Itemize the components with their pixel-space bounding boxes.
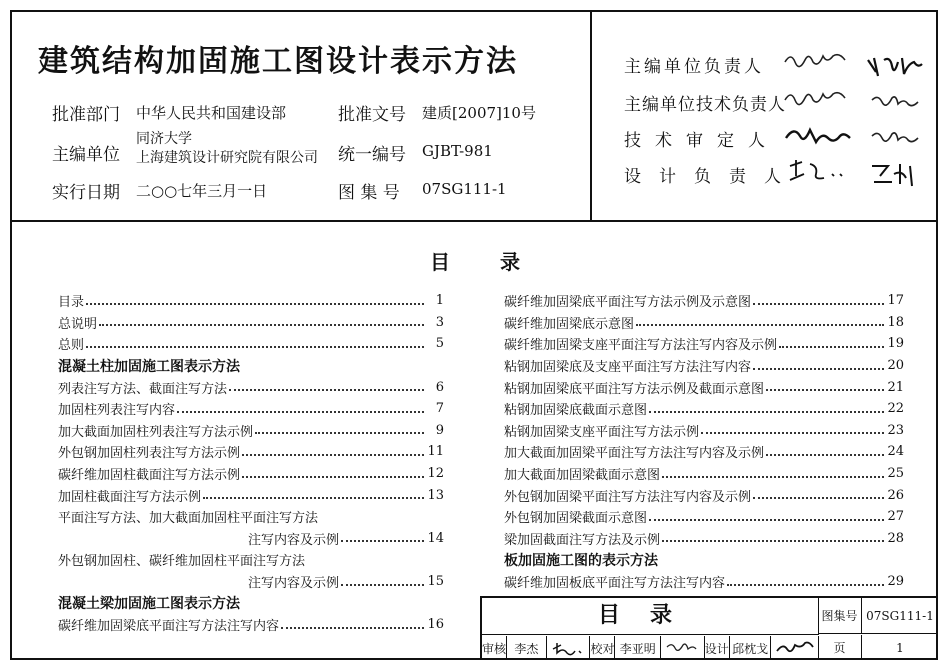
toc-entry-text: 板加固施工图的表示方法 — [504, 552, 658, 569]
toc-page-number: 3 — [435, 314, 444, 330]
toc-dot-leader — [203, 497, 424, 499]
toc-entry — [504, 571, 904, 593]
toc-entry-text: 外包钢加固梁平面注写方法注写内容及示例 — [504, 489, 752, 505]
toc-entry-text: 注写内容及示例 — [248, 532, 340, 548]
toc-section-heading — [58, 355, 444, 377]
toc-entry — [504, 355, 904, 377]
toc-page-number: 5 — [435, 336, 444, 352]
toc-dot-leader — [766, 389, 884, 391]
signature-image — [868, 126, 924, 150]
toc-page-number: 12 — [427, 466, 444, 482]
signature-image — [868, 160, 928, 188]
toc-page-number: 29 — [887, 574, 904, 590]
toc-entry — [504, 290, 904, 312]
atlas-title: 建筑结构加固施工图设计表示方法 — [38, 44, 518, 79]
toc-dot-leader — [701, 432, 884, 434]
toc-dot-leader — [779, 346, 884, 348]
toc-entry — [504, 528, 904, 550]
responsibility-label: 主编单位技术负责人 — [624, 95, 786, 115]
toc-entry — [504, 333, 904, 355]
toc-entry — [58, 290, 444, 312]
toc-entry-text: 粘钢加固梁底截面示意图 — [504, 403, 648, 419]
toc-dot-leader — [99, 324, 424, 326]
toc-entry — [58, 376, 444, 398]
toc-entry-text: 混凝土梁加固施工图表示方法 — [58, 596, 240, 613]
chief-unit-label: 主编单位 — [52, 145, 120, 165]
toc-entry — [504, 463, 904, 485]
toc-entry-text: 平面注写方法、加大截面加固柱平面注写方法 — [58, 511, 319, 527]
toc-dot-leader — [86, 303, 424, 305]
toc-entry — [504, 484, 904, 506]
signature-image — [868, 90, 924, 114]
toc-page-number: 18 — [887, 314, 904, 330]
toc-entry-text: 加固柱截面注写方法示例 — [58, 489, 202, 505]
review-signature — [547, 636, 591, 660]
approval-dept-label: 批准部门 — [52, 105, 120, 125]
toc-entry-text: 粘钢加固梁底及支座平面注写方法注写内容 — [504, 360, 752, 376]
toc-page-number: 24 — [887, 444, 904, 460]
toc-dot-leader — [341, 540, 424, 542]
responsibility-label: 设计负责人 — [624, 167, 799, 187]
toc-entry-text: 粘钢加固梁支座平面注写方法示例 — [504, 424, 700, 440]
toc-page-number: 6 — [435, 379, 444, 395]
toc-entry-text: 总说明 — [58, 316, 98, 332]
approval-doc-label: 批准文号 — [338, 105, 406, 125]
title-block-title: 目录 — [482, 598, 819, 635]
toc-dot-leader — [281, 627, 424, 629]
toc-section-heading — [504, 549, 904, 571]
chief-unit-line1: 同济大学 — [136, 131, 192, 147]
approval-dept-value: 中华人民共和国建设部 — [136, 104, 287, 122]
atlas-number-label: 图 集 号 — [338, 183, 400, 203]
toc-entry — [504, 376, 904, 398]
toc-dot-leader — [86, 346, 424, 348]
toc-dot-leader — [229, 389, 424, 391]
header-divider-horizontal — [12, 220, 936, 222]
toc-entry-text: 碳纤维加固梁底平面注写方法示例及示意图 — [504, 295, 752, 311]
toc-entry — [58, 463, 444, 485]
toc-entry — [58, 420, 444, 442]
toc-dot-leader — [753, 368, 884, 370]
toc-entry — [58, 614, 444, 636]
toc-page-number: 9 — [435, 422, 444, 438]
responsibility-label: 主编单位负责人 — [624, 57, 764, 77]
drawing-frame — [10, 10, 938, 660]
toc-page-number: 20 — [887, 358, 904, 374]
chief-unit-value — [136, 130, 318, 168]
page-value: 1 — [896, 640, 904, 655]
toc-entry-text: 梁加固截面注写方法及示例 — [504, 532, 661, 548]
toc-dot-leader — [753, 303, 884, 305]
toc-entry-text: 目录 — [58, 295, 85, 311]
toc-dot-leader — [662, 476, 884, 478]
toc-dot-leader — [341, 584, 424, 586]
toc-entry-text: 粘钢加固梁底平面注写方法示例及截面示意图 — [504, 381, 765, 397]
toc-entry-text: 碳纤维加固柱截面注写方法示例 — [58, 468, 241, 484]
toc-page-number: 22 — [887, 401, 904, 417]
toc-entry — [58, 398, 444, 420]
toc-entry — [504, 398, 904, 420]
toc-dot-leader — [636, 324, 884, 326]
toc-entry — [504, 506, 904, 528]
check-signature — [661, 636, 705, 660]
toc-page-number: 16 — [427, 617, 444, 633]
toc-dot-leader — [662, 540, 884, 542]
review-label: 审核 — [482, 636, 507, 660]
effective-date-label: 实行日期 — [52, 183, 120, 203]
toc-entry-text: 外包钢加固梁截面示意图 — [504, 511, 648, 527]
toc-page-number: 15 — [427, 574, 444, 590]
signature-image — [782, 48, 852, 72]
approval-doc-value: 建质[2007]10号 — [422, 104, 536, 122]
responsibility-row — [624, 126, 779, 151]
toc-entry-text: 碳纤维加固梁底平面注写方法注写内容 — [58, 619, 280, 635]
toc-section-heading — [58, 592, 444, 614]
toc-entry-text: 碳纤维加固梁底示意图 — [504, 316, 635, 332]
toc-title: 目录 — [430, 250, 570, 274]
toc-page-number: 7 — [435, 401, 444, 417]
review-name: 李杰 — [507, 636, 547, 660]
toc-entry-text: 加大截面加固柱列表注写方法示例 — [58, 424, 254, 440]
signature-image — [782, 86, 852, 110]
toc-dot-leader — [766, 454, 884, 456]
toc-entry-text: 加大截面加固梁截面示意图 — [504, 468, 661, 484]
toc-page-number: 26 — [887, 487, 904, 503]
toc-dot-leader — [727, 584, 884, 586]
toc-dot-leader — [255, 432, 424, 434]
toc-entry — [58, 441, 444, 463]
unified-number-label: 统一编号 — [338, 145, 406, 165]
toc-dot-leader — [753, 497, 884, 499]
design-label: 设计 — [705, 636, 730, 660]
toc-page-number: 23 — [887, 422, 904, 438]
toc-entry — [58, 571, 444, 593]
unified-number-value: GJBT-981 — [422, 142, 493, 160]
responsibility-row — [624, 162, 799, 187]
toc-entry — [504, 441, 904, 463]
title-block — [480, 596, 938, 660]
toc-page-number: 27 — [887, 509, 904, 525]
toc-entry-text: 加大截面加固梁平面注写方法注写内容及示例 — [504, 446, 765, 462]
toc-dot-leader — [242, 454, 424, 456]
toc-right-column — [504, 290, 904, 592]
signoff-row — [482, 636, 819, 660]
page-label: 页 — [818, 635, 862, 660]
toc-entry-text: 外包钢加固柱、碳纤维加固柱平面注写方法 — [58, 554, 306, 570]
toc-entry-text: 碳纤维加固梁支座平面注写方法注写内容及示例 — [504, 338, 778, 354]
design-signature — [771, 636, 818, 660]
toc-page-number: 28 — [887, 530, 904, 546]
toc-entry — [58, 312, 444, 334]
toc-entry — [58, 549, 444, 571]
toc-page-number: 1 — [435, 293, 444, 309]
toc-entry — [58, 528, 444, 550]
toc-entry — [58, 506, 444, 528]
chief-unit-line2: 上海建筑设计研究院有限公司 — [136, 150, 318, 166]
responsibility-label: 技术审定人 — [624, 131, 779, 151]
effective-date-value: 二○○七年三月一日 — [136, 182, 268, 200]
toc-page-number: 11 — [427, 444, 444, 460]
atlas-number-value: 07SG111-1 — [422, 180, 507, 198]
toc-entry — [504, 420, 904, 442]
toc-entry — [504, 312, 904, 334]
check-name: 李亚明 — [615, 636, 661, 660]
toc-entry-text: 外包钢加固柱列表注写方法示例 — [58, 446, 241, 462]
atlas-no-label: 图集号 — [818, 598, 862, 634]
toc-dot-leader — [242, 476, 424, 478]
toc-entry-text: 加固柱列表注写内容 — [58, 403, 176, 419]
toc-entry-text: 混凝土柱加固施工图表示方法 — [58, 358, 240, 375]
toc-page-number: 19 — [887, 336, 904, 352]
toc-page-number: 21 — [887, 379, 904, 395]
atlas-no-value: 07SG111-1 — [862, 598, 938, 634]
toc-entry-text: 列表注写方法、截面注写方法 — [58, 381, 228, 397]
toc-page-number: 25 — [887, 466, 904, 482]
toc-entry — [58, 333, 444, 355]
toc-page-number: 14 — [427, 530, 444, 546]
signature-image — [784, 122, 854, 148]
toc-page-number: 17 — [887, 293, 904, 309]
toc-left-column — [58, 290, 444, 636]
toc-entry — [58, 484, 444, 506]
toc-entry-text: 碳纤维加固板底平面注写方法注写内容 — [504, 576, 726, 592]
toc-entry-text: 注写内容及示例 — [248, 576, 340, 592]
toc-dot-leader — [649, 411, 884, 413]
signature-image — [864, 52, 928, 80]
toc-dot-leader — [177, 411, 424, 413]
toc-dot-leader — [649, 519, 884, 521]
check-label: 校对 — [590, 636, 615, 660]
header-divider-vertical — [590, 12, 592, 220]
toc-entry-text: 总则 — [58, 338, 85, 354]
toc-page-number: 13 — [427, 487, 444, 503]
signature-image — [786, 156, 856, 184]
design-name: 邱枕戈 — [730, 636, 772, 660]
responsibility-row — [624, 90, 786, 115]
responsibility-row — [624, 52, 774, 77]
